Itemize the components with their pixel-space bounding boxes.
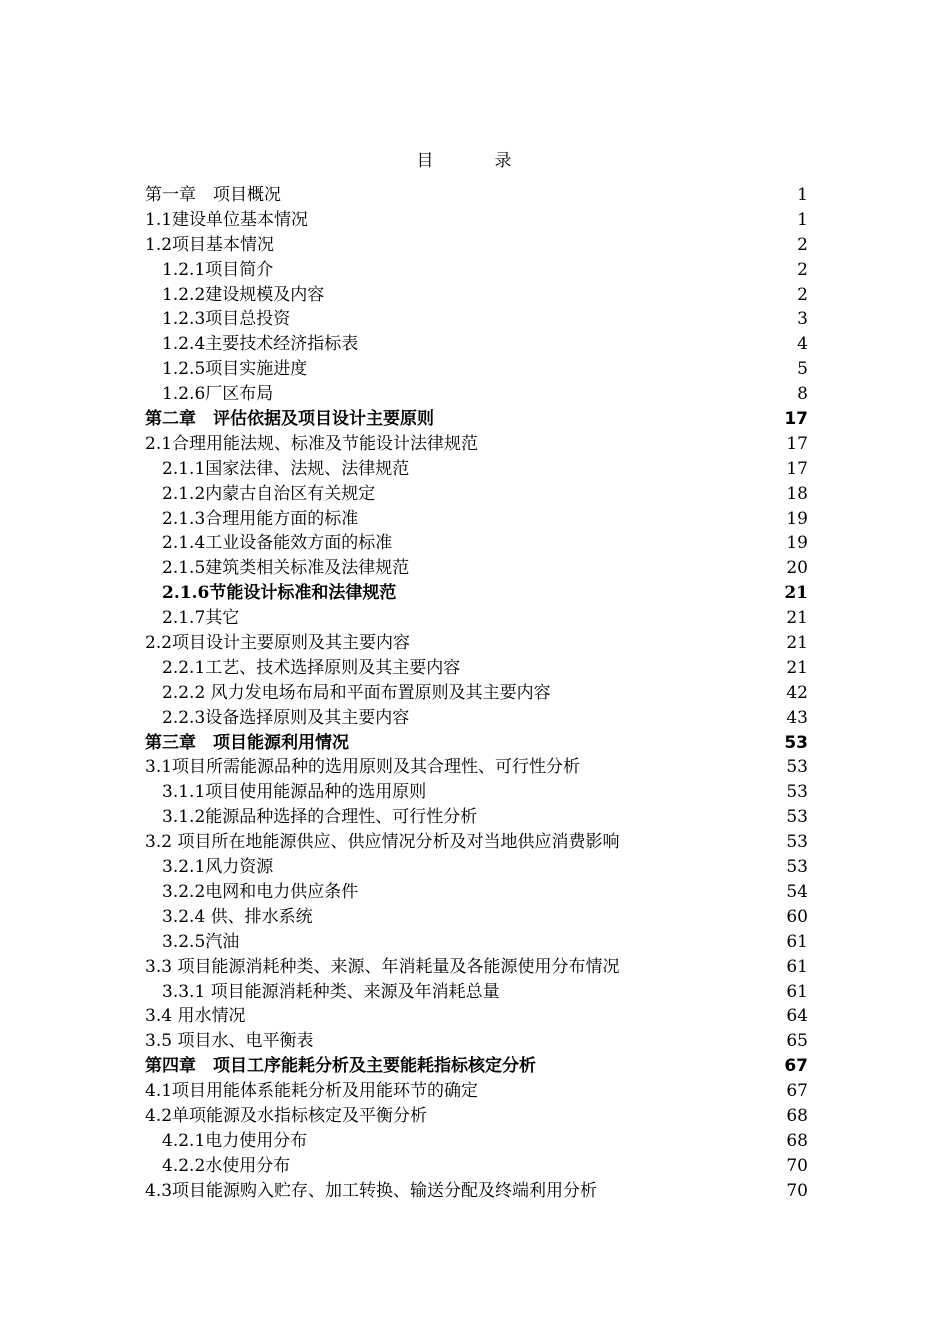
toc-page-number: 17	[786, 458, 808, 479]
toc-entry[interactable]	[145, 457, 808, 482]
toc-entry-label: 2.2.3设备选择原则及其主要内容	[162, 707, 410, 728]
toc-page-number: 1	[797, 185, 808, 205]
toc-entry-label: 第二章 评估依据及项目设计主要原则	[145, 409, 434, 430]
toc-entry-label: 2.1.4工业设备能效方面的标准	[162, 533, 393, 554]
toc-entry-label: 1.2.4主要技术经济指标表	[162, 334, 359, 355]
toc-entry-label: 1.2.3项目总投资	[162, 309, 291, 330]
toc-page-number: 21	[786, 633, 808, 654]
toc-entry-label: 3.2.2电网和电力供应条件	[162, 881, 359, 902]
toc-page-number: 61	[786, 931, 808, 952]
toc-page-number: 67	[786, 1081, 808, 1102]
toc-entry-label: 2.1.5建筑类相关标准及法律规范	[162, 558, 410, 579]
toc-page-number: 2	[797, 284, 808, 305]
toc-entry[interactable]	[145, 980, 808, 1005]
toc-page-number: 53	[786, 807, 808, 828]
toc-entry-label: 1.2.6厂区布局	[162, 384, 274, 405]
toc-page-number: 53	[786, 782, 808, 803]
toc-entry-label: 2.2.1工艺、技术选择原则及其主要内容	[162, 657, 461, 678]
toc-entry[interactable]	[145, 805, 808, 830]
toc-entry[interactable]	[145, 930, 808, 955]
toc-entry[interactable]	[145, 556, 808, 581]
toc-page-number: 20	[786, 558, 808, 579]
toc-entry[interactable]	[145, 706, 808, 731]
table-of-contents	[145, 183, 808, 1204]
toc-page-number: 67	[784, 1056, 808, 1077]
toc-chapter-entry[interactable]	[145, 1054, 808, 1079]
toc-page-number: 2	[797, 234, 808, 255]
toc-entry[interactable]	[145, 631, 808, 656]
toc-entry-label: 2.1.7其它	[162, 608, 240, 629]
toc-page-number: 53	[786, 832, 808, 853]
toc-entry[interactable]	[145, 531, 808, 556]
toc-page-number: 1	[797, 209, 808, 230]
toc-entry[interactable]	[145, 482, 808, 507]
toc-entry-label: 4.1项目用能体系能耗分析及用能环节的确定	[145, 1081, 479, 1102]
toc-page-number: 53	[784, 732, 808, 753]
toc-entry[interactable]	[145, 880, 808, 905]
toc-entry-label: 4.2单项能源及水指标核定及平衡分析	[145, 1105, 428, 1126]
toc-entry-label: 3.1.2能源品种选择的合理性、可行性分析	[162, 807, 478, 828]
toc-entry[interactable]	[145, 1079, 808, 1104]
toc-entry-label: 2.1.1国家法律、法规、法律规范	[162, 458, 410, 479]
toc-entry-label: 1.1建设单位基本情况	[145, 209, 309, 230]
toc-entry-label: 3.2.1风力资源	[162, 857, 274, 878]
toc-entry[interactable]	[145, 1104, 808, 1129]
toc-entry-label: 3.3.1 项目能源消耗种类、来源及年消耗总量	[162, 981, 500, 1002]
toc-chapter-entry[interactable]	[145, 407, 808, 432]
toc-entry-label: 3.2.4 供、排水系统	[162, 906, 313, 927]
toc-entry[interactable]	[145, 1154, 808, 1179]
toc-page-number: 5	[797, 359, 808, 380]
toc-entry[interactable]	[145, 830, 808, 855]
toc-entry[interactable]	[145, 1029, 808, 1054]
toc-entry-label: 2.1.3合理用能方面的标准	[162, 508, 359, 529]
toc-entry[interactable]	[145, 581, 808, 606]
toc-entry-label: 第三章 项目能源利用情况	[145, 732, 349, 753]
toc-entry-label: 4.2.1电力使用分布	[162, 1130, 308, 1151]
toc-entry[interactable]	[145, 233, 808, 258]
toc-page-number: 19	[786, 508, 808, 529]
toc-entry[interactable]	[145, 183, 808, 208]
toc-page-number: 21	[786, 657, 808, 678]
toc-entry-label: 2.1.6节能设计标准和法律规范	[162, 583, 397, 604]
toc-entry-label: 4.3项目能源购入贮存、加工转换、输送分配及终端利用分析	[145, 1180, 598, 1201]
toc-page-number: 53	[786, 857, 808, 878]
toc-entry-label: 3.1.1项目使用能源品种的选用原则	[162, 782, 427, 803]
toc-entry[interactable]	[145, 1179, 808, 1204]
toc-page-number: 4	[797, 334, 808, 355]
toc-page-number: 2	[797, 259, 808, 280]
toc-entry[interactable]	[145, 905, 808, 930]
toc-entry[interactable]	[145, 382, 808, 407]
toc-entry[interactable]	[145, 1004, 808, 1029]
toc-page-number: 43	[786, 707, 808, 728]
toc-entry-label: 3.2.5汽油	[162, 931, 240, 952]
toc-entry-label: 1.2.5项目实施进度	[162, 359, 308, 380]
toc-entry[interactable]	[145, 656, 808, 681]
toc-page-number: 70	[786, 1180, 808, 1201]
toc-page-number: 18	[786, 483, 808, 504]
toc-entry[interactable]	[145, 855, 808, 880]
toc-page-number: 61	[786, 981, 808, 1002]
toc-entry[interactable]	[145, 357, 808, 382]
toc-page-number: 70	[786, 1155, 808, 1176]
toc-entry[interactable]	[145, 432, 808, 457]
toc-page-number: 19	[786, 533, 808, 554]
toc-entry[interactable]	[145, 755, 808, 780]
toc-entry[interactable]	[145, 681, 808, 706]
toc-page-number: 61	[786, 956, 808, 977]
toc-entry-label: 2.2项目设计主要原则及其主要内容	[145, 633, 411, 654]
toc-page-number: 64	[786, 1006, 808, 1027]
toc-entry-label: 3.3 项目能源消耗种类、来源、年消耗量及各能源使用分布情况	[145, 956, 620, 977]
toc-page-number: 60	[786, 906, 808, 927]
toc-entry-label: 2.2.2 风力发电场布局和平面布置原则及其主要内容	[162, 682, 551, 703]
toc-page-number: 53	[786, 757, 808, 778]
toc-chapter-entry[interactable]	[145, 731, 808, 756]
toc-entry[interactable]	[145, 780, 808, 805]
toc-page-number: 65	[786, 1031, 808, 1052]
toc-entry[interactable]	[145, 1129, 808, 1154]
toc-entry-label: 1.2.1项目简介	[162, 259, 274, 280]
toc-page-number: 17	[784, 409, 808, 430]
toc-entry-label: 1.2.2建设规模及内容	[162, 284, 325, 305]
toc-entry[interactable]	[145, 208, 808, 233]
toc-page-number: 42	[786, 682, 808, 703]
toc-entry-label: 4.2.2水使用分布	[162, 1155, 291, 1176]
toc-entry-label: 第四章 项目工序能耗分析及主要能耗指标核定分析	[145, 1056, 536, 1077]
toc-entry-label: 3.5 项目水、电平衡表	[145, 1031, 314, 1052]
toc-entry-label: 3.1项目所需能源品种的选用原则及其合理性、可行性分析	[145, 757, 581, 778]
toc-entry-label: 2.1.2内蒙古自治区有关规定	[162, 483, 376, 504]
toc-entry[interactable]	[145, 332, 808, 357]
toc-page-number: 54	[786, 881, 808, 902]
toc-title: 目 录	[416, 151, 534, 171]
toc-page-number: 3	[797, 309, 808, 330]
toc-entry-label: 3.2 项目所在地能源供应、供应情况分析及对当地供应消费影响	[145, 832, 620, 853]
toc-entry[interactable]	[145, 307, 808, 332]
toc-page-number: 21	[786, 608, 808, 629]
toc-entry-label: 2.1合理用能法规、标准及节能设计法律规范	[145, 433, 479, 454]
toc-page-number: 21	[784, 583, 808, 604]
toc-page-number: 68	[786, 1130, 808, 1151]
toc-page-number: 17	[786, 433, 808, 454]
toc-entry[interactable]	[145, 606, 808, 631]
toc-entry-label: 3.4 用水情况	[145, 1006, 246, 1027]
toc-entry[interactable]	[145, 258, 808, 283]
toc-page-number: 8	[797, 384, 808, 405]
toc-page-number: 68	[786, 1105, 808, 1126]
toc-entry[interactable]	[145, 283, 808, 308]
toc-entry-label: 第一章 项目概况	[145, 185, 281, 205]
toc-entry-label: 1.2项目基本情况	[145, 234, 275, 255]
toc-entry[interactable]	[145, 955, 808, 980]
toc-entry[interactable]	[145, 507, 808, 532]
